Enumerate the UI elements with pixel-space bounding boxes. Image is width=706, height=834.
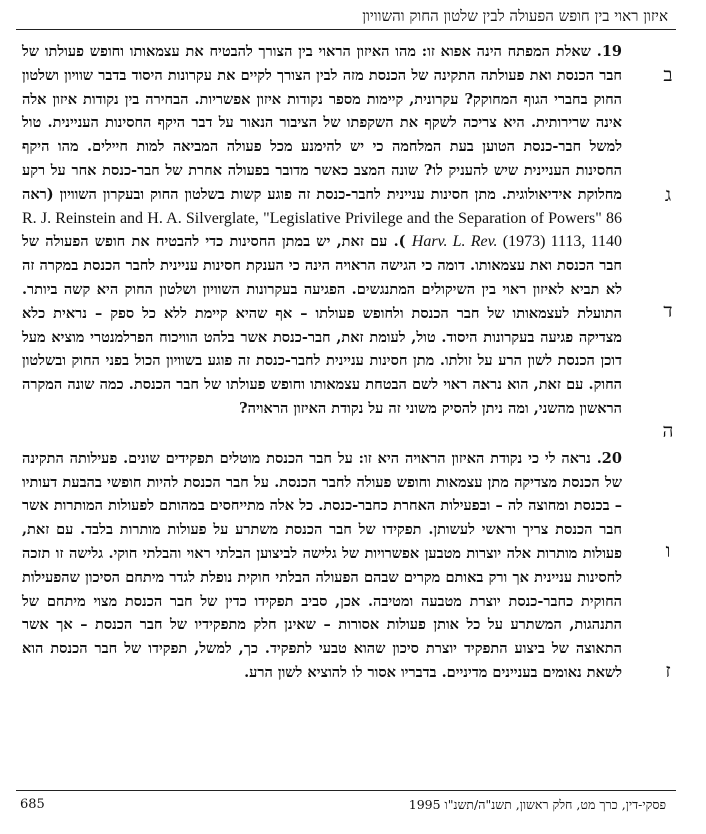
- margin-letter: ו: [665, 540, 671, 562]
- header-rule: [16, 29, 676, 30]
- margin-letter: ז: [665, 660, 671, 682]
- margin-letter: ג: [664, 184, 672, 206]
- citation-journal: Harv. L. Rev.: [411, 233, 498, 251]
- paragraph-number: 20.: [596, 449, 622, 467]
- footer-citation: פסקי-דין, כרך מט, חלק ראשון, תשנ"ה/תשנ"ו 1995: [408, 797, 666, 812]
- paragraph-number: 19.: [596, 43, 622, 60]
- paragraph-text: שאלת המפתח הינה אפוא זו: מהו האיזון הראוי בין הצורך להבטיח את עצמאותו וחופש פעולתו של חבר הכנסת ואת פעולתה התקינה של הכנסת מזה לבין הצורך לקיים את עקרונות היסוד בדבר שוויון ושלטון החוק בחברי הגוף המחוקק? עקרונית, קיימות מספר נקודות איזון אפשריות. הבחירה בין נקודות איזון אלה אינה שרירותית. היא צריכה לשקף את השקפתו של הציבור הנאור על דבר היקף החסינות העניינית. טול למשל חבר-כנסת הטוען בעת המלחמה כי יש להימנע מכל פעולה המביאה למות חיילים. מהו היקף החסינות העניינית שיש להעניק לו? שונה המצב כאשר מדובר בפעולה אחרת של חבר-כנסת אחר על רקע מחלוקת אידיאולוגית. מתן חסינות עניינית לחבר-כנסת זה פוגע קשות בשלטון החוק ובעקרון השוויון (ראה: [22, 43, 622, 203]
- paragraph-20: [22, 447, 622, 685]
- margin-letter: ד: [663, 300, 673, 322]
- margin-letter: ה: [662, 420, 674, 442]
- paragraph-text: נראה לי כי נקודת האיזון הראויה היא זו: על חבר הכנסת מוטלים תפקידים שונים. פעילותה התקינה של הכנסת מצדיקה מתן עצמאות וחופש פעולה לחבר הכנסת. על חבר הכנסת להיות חופשי בהבעת דעותיו – בכנסת ומחוצה לה – ובפעילות האחרת כחבר-כנסת. כל אלה מתייחסים במהותם לפעולות המותרות אשר חבר הכנסת צריך וראשי לעשותן. תפקידו של חבר הכנסת משתרע על פעולות מותרות בלבד. עם זאת, פעולות מותרות אלה יוצרות מטבען אפשרויות של גלישה לביצוען הבלתי ראוי והבלתי חוקי. גלישה זו תזכה לחסינות עניינית אך ורק באותם מקרים שבהם הפעולה הבלתי חוקית נופלת לגדר מיתחם הסיכון שהפעילות החוקית כחבר-כנסת יוצרת מטבעה ומטיבה. אכן, סביב תפקידו כדין של חבר הכנסת מצוי מיתחם של התנהגות, המשתרע על כל אותן פעולות אסורות – שאינן חלק מתפקידיו של חבר הכנסת – אך אשר התאוצה של ביצוע התפקיד יוצרת סיכון שהוא טבעי לתפקיד. כך, למשל, תפקידו של חבר הכנסת הוא לשאת נאומים בעניינים מדיניים. בדבריו אסור לו להוציא לשון הרע.: [22, 449, 622, 681]
- paragraph-19: [22, 40, 622, 421]
- citation-authors: R. J. Reinstein and H. A. Silverglate, "Legislative Privilege and the Separation of Powers" 86: [22, 209, 622, 227]
- page-number: 685: [20, 797, 45, 812]
- paragraph-gap: [22, 421, 622, 447]
- margin-letter: ב: [663, 64, 673, 86]
- margin-letters: [648, 0, 688, 834]
- running-header: איזון ראוי בין חופש הפעולה לבין שלטון החוק והשוויון: [362, 7, 668, 25]
- citation-rest: (1973) 1113, 1140: [497, 233, 622, 251]
- paragraph-text-continued: ). עם זאת, יש במתן החסינות כדי להבטיח את חופש הפעולה של חבר הכנסת ואת עצמאותו. דומה כי הגישה הראויה הינה כי הענקת חסינות עניינית לחבר הכנסת במקרה זה לא תביא לאיזון ראוי בין השיקולים המתנגשים. הפגיעה בעקרונות השוויון ושלטון החוק היא קשה ביותר. התועלת לעצמאותו של חבר הכנסת ולחופש פעולתו – אף שהיא קיימת ללא כל ספק – נראית כלא מצדיקה פגיעה בעקרונות היסוד. טול, לעומת זאת, חבר-כנסת אשר בלהט הוויכוח הפרלמנטרי מוציא מעל דוכן הכנסת לשון הרע על זולתו. מתן חסינות עניינית לחבר-כנסת זה פוגע בשוויון הכול בפני החוק ובשלטון החוק. עם זאת, הוא נראה ראוי לשם הבטחת עצמאותו וחופש פעולתו של חבר הכנסת. כמה שונה המקרה הראשון מהשני, ומה ניתן להסיק משוני זה על נקודת האיזון הראויה?: [22, 233, 622, 417]
- footer-rule: [16, 790, 676, 791]
- body-text: [22, 40, 622, 685]
